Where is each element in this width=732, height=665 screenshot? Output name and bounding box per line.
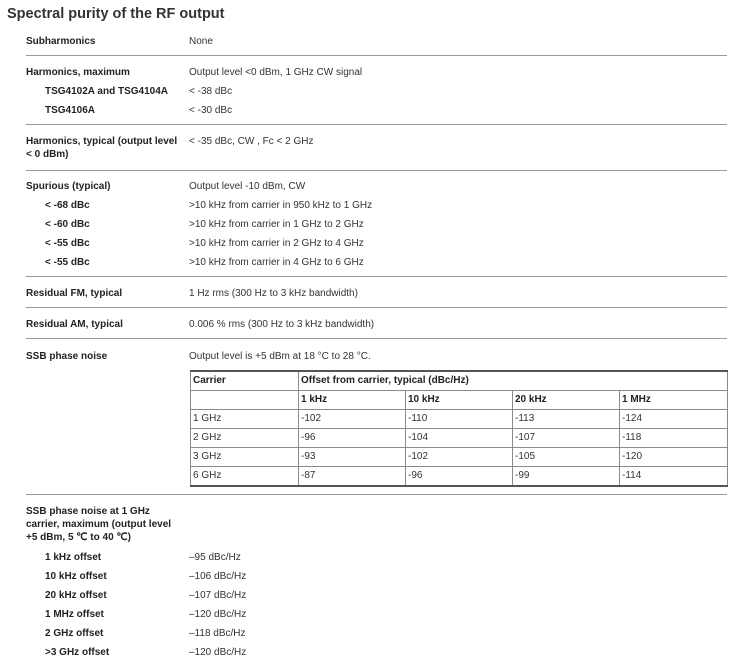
residual-am-label: Residual AM, typical <box>26 319 123 330</box>
offset-row-label: >3 GHz offset <box>45 647 110 658</box>
offset-row-label: 1 kHz offset <box>45 552 102 563</box>
spurious-row-label: < -60 dBc <box>45 219 90 230</box>
table-cell: -99 <box>513 467 620 487</box>
spurious-row-value: >10 kHz from carrier in 2 GHz to 4 GHz <box>189 238 364 249</box>
harmonics-row-value: < -30 dBc <box>189 105 233 116</box>
table-cell: -113 <box>513 410 620 429</box>
offset-row-label: 20 kHz offset <box>45 590 107 601</box>
table-row <box>191 429 728 448</box>
offset-row-label: 1 MHz offset <box>45 609 104 620</box>
offset-row-label: 10 kHz offset <box>45 571 107 582</box>
table-cell: -96 <box>299 429 406 448</box>
divider <box>26 338 727 339</box>
spurious-row-label: < -55 dBc <box>45 257 90 268</box>
ssb-1ghz-label: SSB phase noise at 1 GHz carrier, maximum (output level +5 dBm, 5 ℃ to 40 ℃) <box>26 506 172 543</box>
harmonics-max-value: Output level <0 dBm, 1 GHz CW signal <box>189 67 363 78</box>
table-cell: -105 <box>513 448 620 467</box>
table-cell: -102 <box>299 410 406 429</box>
offset-column-header: 1 MHz <box>620 391 728 410</box>
offset-row-value: –120 dBc/Hz <box>189 647 247 658</box>
subharmonics-label: Subharmonics <box>26 36 96 47</box>
carrier-cell: 2 GHz <box>191 429 299 448</box>
table-subheader-row <box>191 391 728 410</box>
table-row <box>191 410 728 429</box>
table-cell: -118 <box>620 429 728 448</box>
table-cell: -110 <box>406 410 513 429</box>
divider <box>26 494 727 495</box>
harmonics-typ-label: Harmonics, typical (output level < 0 dBm) <box>26 136 178 160</box>
table-cell: -102 <box>406 448 513 467</box>
divider <box>26 55 727 56</box>
offset-row-value: –106 dBc/Hz <box>189 571 247 582</box>
harmonics-typ-value: < -35 dBc, CW , Fc < 2 GHz <box>189 136 314 147</box>
spurious-row-label: < -55 dBc <box>45 238 90 249</box>
offset-row-value: –107 dBc/Hz <box>189 590 247 601</box>
divider <box>26 307 727 308</box>
spurious-row-label: < -68 dBc <box>45 200 90 211</box>
carrier-cell: 3 GHz <box>191 448 299 467</box>
divider <box>26 276 727 277</box>
phase-noise-table <box>190 370 728 487</box>
carrier-cell: 6 GHz <box>191 467 299 487</box>
spurious-row-value: >10 kHz from carrier in 4 GHz to 6 GHz <box>189 257 364 268</box>
residual-fm-value: 1 Hz rms (300 Hz to 3 kHz bandwidth) <box>189 288 358 299</box>
table-row <box>191 448 728 467</box>
ssb-label: SSB phase noise <box>26 351 108 362</box>
offset-row-value: –120 dBc/Hz <box>189 609 247 620</box>
offset-column-header: 20 kHz <box>513 391 620 410</box>
table-cell: -93 <box>299 448 406 467</box>
offset-row-value: –95 dBc/Hz <box>189 552 241 563</box>
residual-fm-label: Residual FM, typical <box>26 288 123 299</box>
table-cell: -87 <box>299 467 406 487</box>
table-cell: -104 <box>406 429 513 448</box>
divider <box>26 124 727 125</box>
harmonics-row-value: < -38 dBc <box>189 86 233 97</box>
carrier-cell: 1 GHz <box>191 410 299 429</box>
divider <box>26 170 727 171</box>
ssb-value: Output level is +5 dBm at 18 °C to 28 °C. <box>189 351 371 362</box>
offset-header: Offset from carrier, typical (dBc/Hz) <box>299 371 728 391</box>
table-cell: -96 <box>406 467 513 487</box>
table-row <box>191 467 728 487</box>
harmonics-max-label: Harmonics, maximum <box>26 67 130 78</box>
offset-row-label: 2 GHz offset <box>45 628 104 639</box>
section-title: Spectral purity of the RF output <box>7 6 225 22</box>
spurious-label: Spurious (typical) <box>26 181 111 192</box>
subharmonics-value: None <box>189 36 213 47</box>
carrier-header: Carrier <box>191 371 299 391</box>
table-cell: -124 <box>620 410 728 429</box>
offset-column-header: 10 kHz <box>406 391 513 410</box>
table-cell <box>191 391 299 410</box>
spurious-value: Output level -10 dBm, CW <box>189 181 306 192</box>
spurious-row-value: >10 kHz from carrier in 1 GHz to 2 GHz <box>189 219 364 230</box>
harmonics-row-label: TSG4106A <box>45 105 96 116</box>
table-cell: -114 <box>620 467 728 487</box>
table-cell: -120 <box>620 448 728 467</box>
harmonics-row-label: TSG4102A and TSG4104A <box>45 86 169 97</box>
spurious-row-value: >10 kHz from carrier in 950 kHz to 1 GHz <box>189 200 373 211</box>
table-header-row <box>191 371 728 391</box>
residual-am-value: 0.006 % rms (300 Hz to 3 kHz bandwidth) <box>189 319 375 330</box>
offset-column-header: 1 kHz <box>299 391 406 410</box>
table-cell: -107 <box>513 429 620 448</box>
offset-row-value: –118 dBc/Hz <box>189 628 246 639</box>
